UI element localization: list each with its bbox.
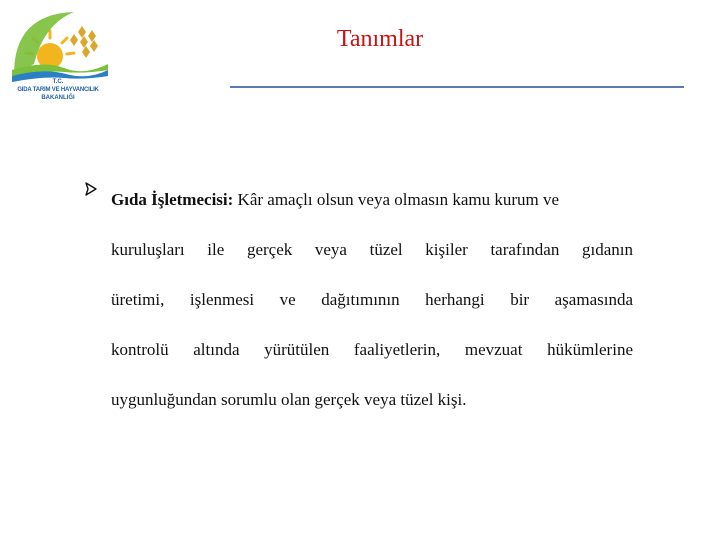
- definition-line-2: kuruluşları ile gerçek veya tüzel kişiler tarafından gıdanın: [111, 240, 633, 259]
- title-divider: [230, 86, 684, 88]
- definition-line-3: üretimi, işlenmesi ve dağıtımının herhangi bir aşamasında: [111, 290, 633, 309]
- logo-text-bakanlik: BAKANLIĞI: [41, 95, 75, 101]
- definition-line-1: [111, 175, 633, 225]
- definition-line-1-text: Kâr amaçlı olsun veya olmasın kamu kurum ve: [237, 190, 560, 209]
- logo-text-tc: T.C.: [52, 79, 64, 85]
- logo-text-ministry: GIDA TARIM VE HAYVANCILIK: [17, 87, 99, 93]
- definition-line-5: uygunluğundan sorumlu olan gerçek veya tüzel kişi.: [111, 390, 467, 409]
- definition-line-4: kontrolü altında yürütülen faaliyetlerin, mevzuat hükümlerine: [111, 340, 633, 359]
- definition-term: Gıda İşletmecisi:: [111, 190, 234, 209]
- arrow-right-icon: [84, 182, 98, 196]
- definition-text: [111, 175, 633, 425]
- page-title: Tanımlar: [336, 26, 424, 52]
